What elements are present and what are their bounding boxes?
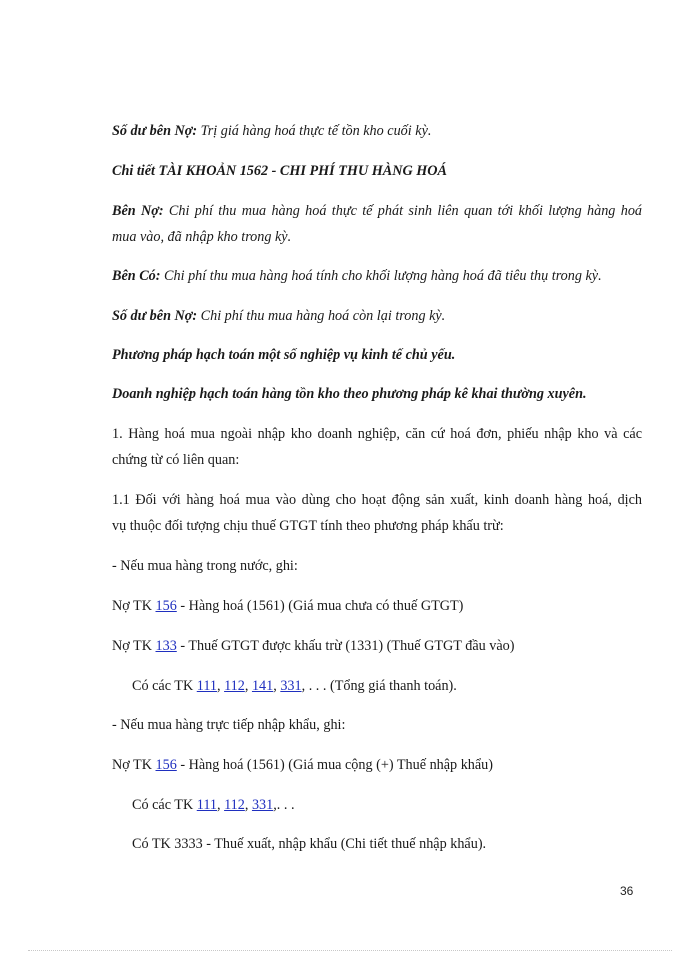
- prefix: Có các TK: [132, 678, 197, 694]
- heading-ke-khai-thuong-xuyen: Doanh nghiệp hạch toán hàng tồn kho theo phương pháp kê khai thường xuyên.: [112, 386, 587, 402]
- paragraph-item-1-1-line2: vụ thuộc đối tượng chịu thuế GTGT tính theo phương pháp khấu trừ:: [112, 518, 504, 534]
- heading-phuong-phap-hach-toan: Phương pháp hạch toán một số nghiệp vụ kinh tế chủ yếu.: [112, 347, 456, 363]
- account-link-111[interactable]: 111: [196, 678, 217, 694]
- account-link-331[interactable]: 331: [251, 797, 274, 813]
- prefix: Có các TK: [132, 797, 197, 813]
- entry-co-cac-tk-1: [132, 676, 642, 696]
- prefix: Nợ TK: [112, 638, 156, 654]
- suffix: - Hàng hoá (1561) (Giá mua cộng (+) Thuế nhập khẩu): [176, 757, 494, 773]
- entry-co-cac-tk-2: [132, 795, 642, 815]
- paragraph-item-1-line2: chứng từ có liên quan:: [112, 452, 240, 468]
- label: Số dư bên Nợ:: [112, 123, 198, 139]
- paragraph-ben-co: [112, 266, 642, 286]
- suffix: - Hàng hoá (1561) (Giá mua chưa có thuế GTGT): [176, 598, 464, 614]
- prefix: Nợ TK: [112, 598, 156, 614]
- paragraph-so-du-ben-no-2: [112, 306, 642, 326]
- prefix: Nợ TK: [112, 757, 156, 773]
- text: mua vào, đã nhập kho trong kỳ.: [112, 229, 292, 245]
- text: Chi phí thu mua hàng hoá tính cho khối lượng hàng hoá đã tiêu thụ trong kỳ.: [160, 268, 602, 284]
- text: Chi phí thu mua hàng hoá thực tế phát sinh liên quan tới khối lượng hàng hoá: [163, 203, 643, 219]
- paragraph-ben-no-line2: [112, 227, 642, 247]
- label: Bên Nợ:: [112, 203, 164, 219]
- suffix: - Thuế GTGT được khấu trừ (1331) (Thuế GTGT đầu vào): [176, 638, 515, 654]
- account-link-133[interactable]: 133: [155, 638, 177, 654]
- heading-tai-khoan-1562: Chi tiết TÀI KHOẢN 1562 - CHI PHÍ THU HÀNG HOÁ: [112, 163, 448, 179]
- suffix: ,. . .: [273, 797, 295, 813]
- account-link-156[interactable]: 156: [155, 757, 177, 773]
- page-number: 36: [620, 884, 634, 898]
- paragraph-ben-no-line1: [112, 201, 642, 221]
- separator: ,: [244, 678, 252, 694]
- entry-no-tk-156-import: [112, 755, 642, 775]
- entry-no-tk-156: [112, 596, 642, 616]
- label: Bên Có:: [112, 268, 161, 284]
- separator: ,: [273, 678, 281, 694]
- separator: ,: [244, 797, 252, 813]
- account-link-111[interactable]: 111: [196, 797, 217, 813]
- text: Trị giá hàng hoá thực tế tồn kho cuối kỳ.: [197, 123, 432, 139]
- paragraph-so-du-ben-no: [112, 121, 642, 141]
- separator: ,: [216, 797, 225, 813]
- paragraph-mua-nhap-khau: - Nếu mua hàng trực tiếp nhập khẩu, ghi:: [112, 717, 346, 733]
- paragraph-mua-trong-nuoc: - Nếu mua hàng trong nước, ghi:: [112, 558, 298, 574]
- page-bottom-divider: [28, 950, 672, 951]
- account-link-156[interactable]: 156: [155, 598, 177, 614]
- paragraph-item-1-line1: 1. Hàng hoá mua ngoài nhập kho doanh nghiệp, căn cứ hoá đơn, phiếu nhập kho và các: [112, 426, 642, 442]
- entry-no-tk-133: [112, 636, 642, 656]
- paragraph-item-1-1-line1: 1.1 Đối với hàng hoá mua vào dùng cho hoạt động sản xuất, kinh doanh hàng hoá, dịch: [112, 492, 642, 508]
- account-link-331[interactable]: 331: [280, 678, 302, 694]
- label: Số dư bên Nợ:: [112, 308, 198, 324]
- separator: ,: [216, 678, 225, 694]
- account-link-112[interactable]: 112: [224, 678, 245, 694]
- text: Chi phí thu mua hàng hoá còn lại trong kỳ.: [197, 308, 446, 324]
- account-link-112[interactable]: 112: [224, 797, 245, 813]
- suffix: , . . . (Tổng giá thanh toán).: [301, 678, 457, 694]
- entry-co-tk-3333: Có TK 3333 - Thuế xuất, nhập khẩu (Chi tiết thuế nhập khẩu).: [132, 836, 487, 852]
- account-link-141[interactable]: 141: [251, 678, 274, 694]
